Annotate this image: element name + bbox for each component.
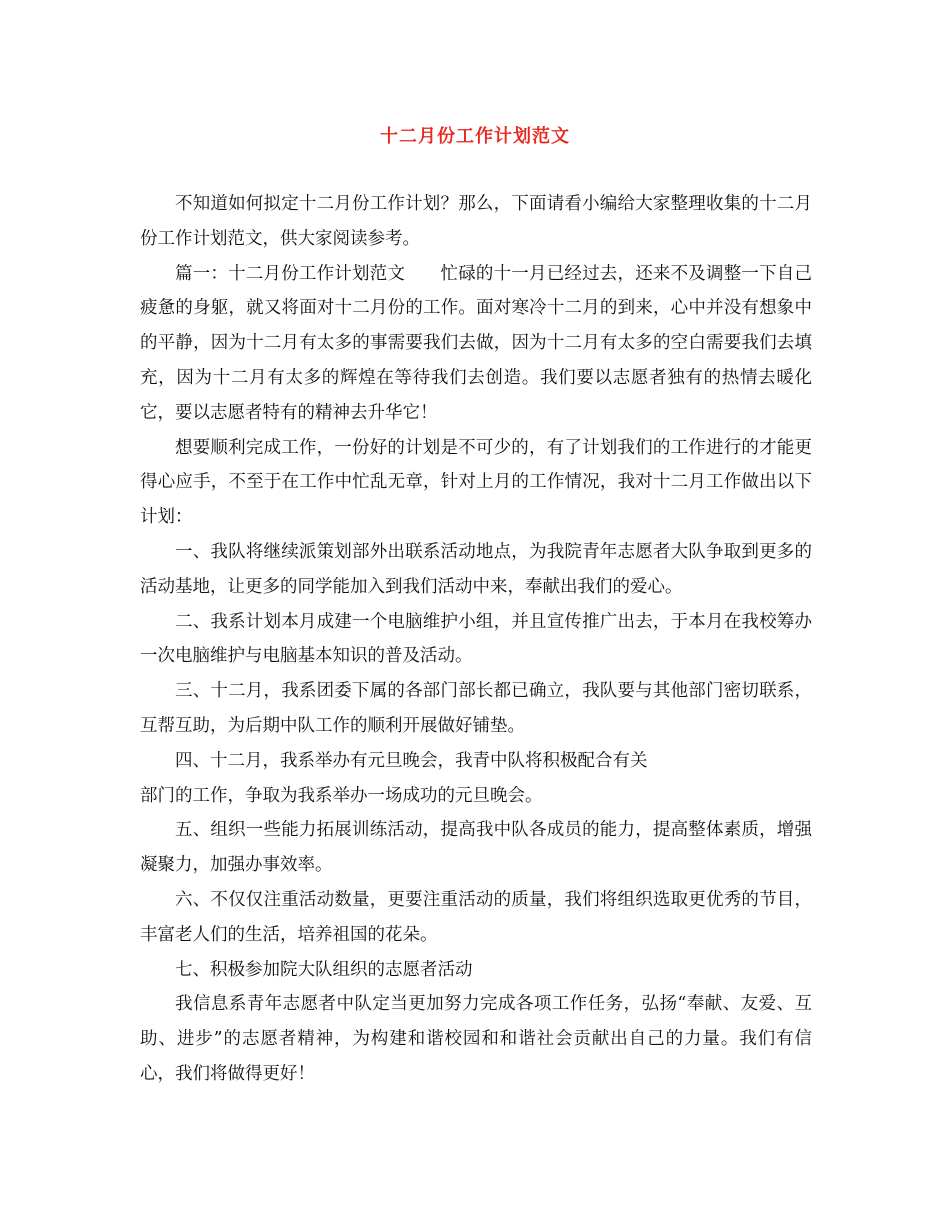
paragraph-item-1: 一、我队将继续派策划部外出联系活动地点，为我院青年志愿者大队争取到更多的活动基地，让更多的同学能加入到我们活动中来，奉献出我们的爱心。 xyxy=(140,541,812,597)
paragraph-item-4-continued: 部门的工作，争取为我系举办一场成功的元旦晚会。 xyxy=(140,785,543,806)
paragraph-conclusion: 我信息系青年志愿者中队定当更加努力完成各项工作任务，弘扬“奉献、友爱、互助、进步”的志愿者精神，为构建和谐校园和和谐社会贡献出自己的力量。我们有信心，我们将做得更好！ xyxy=(140,994,812,1084)
document-title: 十二月份工作计划范文 xyxy=(380,126,570,147)
paragraph-item-6: 六、不仅仅注重活动数量，更要注重活动的质量，我们将组织选取更优秀的节目，丰富老人们的生活，培养祖国的花朵。 xyxy=(140,889,812,945)
paragraph-intro: 不知道如何拟定十二月份工作计划？那么，下面请看小编给大家整理收集的十二月份工作计划范文，供大家阅读参考。 xyxy=(140,194,812,249)
paragraph-item-7: 七、积极参加院大队组织的志愿者活动 xyxy=(175,959,473,980)
paragraph-part-one: 篇一：十二月份工作计划范文 忙碌的十一月已经过去，还来不及调整一下自己疲惫的身躯，就又将面对十二月份的工作。面对寒冷十二月的到来，心中并没有想象中的平静，因为十二月有太多的事需要我们去做，因为十二月有太多的空白需要我们去填充，因为十二月有太多的辉煌在等待我们去创造。我们要以志愿者独有的热情去暖化它，要以志愿者特有的精神去升华它！ xyxy=(140,263,812,423)
paragraph-item-4: 四、十二月，我系举办有元旦晚会，我青中队将积极配合有关 xyxy=(175,750,648,771)
paragraph-item-5: 五、组织一些能力拓展训练活动，提高我中队各成员的能力，提高整体素质，增强凝聚力，加强办事效率。 xyxy=(140,820,812,876)
paragraph-plan-intro: 想要顺利完成工作，一份好的计划是不可少的，有了计划我们的工作进行的才能更得心应手，不至于在工作中忙乱无章，针对上月的工作情况，我对十二月工作做出以下计划： xyxy=(140,437,812,528)
paragraph-item-2: 二、我系计划本月成建一个电脑维护小组，并且宣传推广出去，于本月在我校筹办一次电脑维护与电脑基本知识的普及活动。 xyxy=(140,611,812,667)
document-body xyxy=(140,187,812,1092)
paragraph-item-3: 三、十二月，我系团委下属的各部门部长都已确立，我队要与其他部门密切联系，互帮互助，为后期中队工作的顺利开展做好铺垫。 xyxy=(140,681,812,736)
